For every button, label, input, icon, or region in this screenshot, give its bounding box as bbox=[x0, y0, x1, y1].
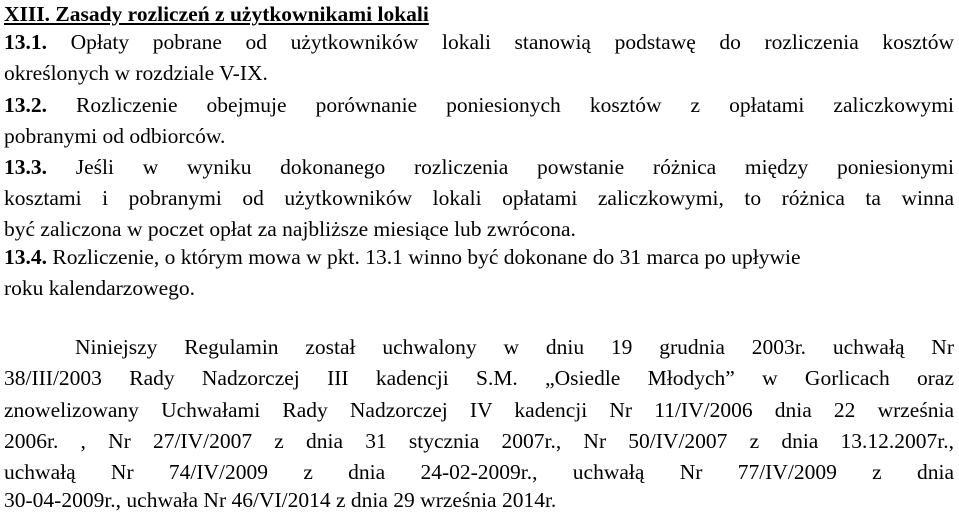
paragraph-13-4-line-2: roku kalendarzowego. bbox=[4, 276, 196, 300]
paragraph-13-3-line-2: kosztami i pobranymi od użytkowników lokali opłatami zaliczkowymi, to różnica ta winna bbox=[4, 186, 954, 210]
closing-line-4: 2006r. , Nr 27/IV/2007 z dnia 31 stycznia 2007r., Nr 50/IV/2007 z dnia 13.12.2007r., bbox=[4, 429, 954, 453]
paragraph-13-2-number: 13.2. bbox=[4, 93, 47, 117]
paragraph-13-2-line-1: 13.2. Rozliczenie obejmuje porównanie poniesionych kosztów z opłatami zaliczkowymi bbox=[4, 93, 954, 117]
paragraph-13-2-line-2: pobranymi od odbiorców. bbox=[4, 124, 226, 148]
paragraph-13-4-line-1: 13.4. Rozliczenie, o którym mowa w pkt. 13.1 winno być dokonane do 31 marca po upływie bbox=[4, 245, 801, 269]
paragraph-13-4-number: 13.4. bbox=[4, 245, 47, 269]
paragraph-13-1-line-1: 13.1. Opłaty pobrane od użytkowników lokali stanowią podstawę do rozliczenia kosztów bbox=[4, 30, 954, 54]
paragraph-13-3-number: 13.3. bbox=[4, 155, 47, 179]
closing-line-3: znowelizowany Uchwałami Rady Nadzorczej IV kadencji Nr 11/IV/2006 dnia 22 września bbox=[4, 398, 954, 422]
paragraph-13-1-number: 13.1. bbox=[4, 30, 47, 54]
paragraph-13-3-line-3: być zaliczona w poczet opłat za najbliższe miesiące lub zwrócona. bbox=[4, 217, 576, 241]
paragraph-13-1-line-2: określonych w rozdziale V-IX. bbox=[4, 61, 268, 85]
section-heading: XIII. Zasady rozliczeń z użytkownikami lokali bbox=[4, 2, 429, 26]
paragraph-13-3-line-1: 13.3. Jeśli w wyniku dokonanego rozliczenia powstanie różnica między poniesionymi bbox=[4, 155, 954, 179]
closing-line-1: Niniejszy Regulamin został uchwalony w dniu 19 grudnia 2003r. uchwałą Nr bbox=[75, 335, 954, 359]
closing-line-2: 38/III/2003 Rady Nadzorczej III kadencji S.M. „Osiedle Młodych” w Gorlicach oraz bbox=[4, 366, 954, 390]
closing-line-6: 30-04-2009r., uchwała Nr 46/VI/2014 z dnia 29 września 2014r. bbox=[4, 488, 557, 512]
closing-line-5: uchwałą Nr 74/IV/2009 z dnia 24-02-2009r., uchwałą Nr 77/IV/2009 z dnia bbox=[4, 460, 954, 484]
